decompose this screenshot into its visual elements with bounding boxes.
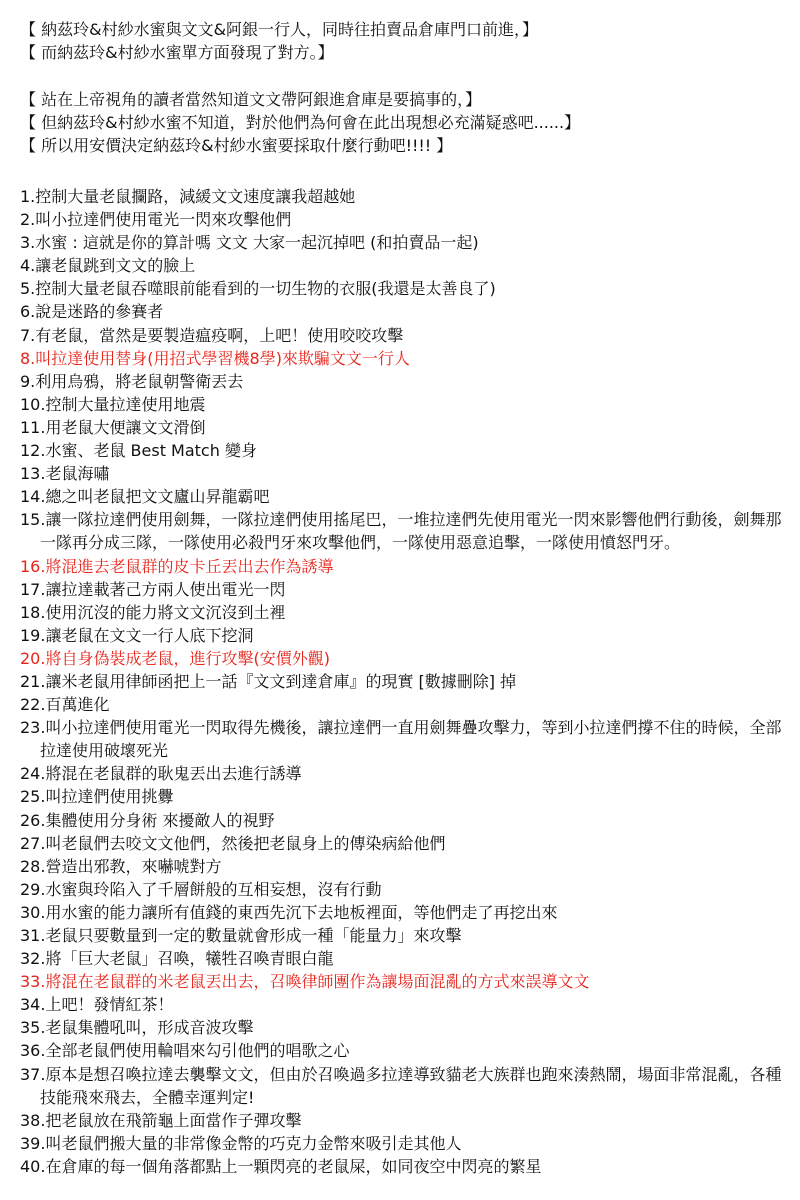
option-item: 11.用老鼠大便讓文文滑倒 (20, 417, 206, 437)
option-item: 36.全部老鼠們使用輪唱來勾引他們的唱歌之心 (20, 1041, 350, 1061)
option-item: 20.將自身偽裝成老鼠，進行攻擊(安價外觀) (20, 648, 330, 668)
narration-line: 【 但納茲玲&村紗水蜜不知道，對於他們為何會在此出現想必充滿疑惑吧......】 (20, 113, 581, 132)
option-item: 6.說是迷路的參賽者 (20, 302, 164, 322)
option-item: 15.讓一隊拉達們使用劍舞，一隊拉達們使用搖尾巴，一堆拉達們先使用電光一閃來影響他們行動後，劍舞那一隊再分成三隊，一隊使用必殺門牙來攻擊他們，一隊使用惡意追擊，一隊使用憤怒門牙。 (20, 510, 782, 553)
option-item: 13.老鼠海嘯 (20, 464, 110, 484)
option-item: 17.讓拉達載著己方兩人使出電光一閃 (20, 579, 286, 599)
option-item: 3.水蜜 : 這就是你的算計嗎 文文 大家一起沉掉吧 (和拍賣品一起) (20, 233, 479, 253)
narration-block (20, 18, 786, 157)
option-item: 18.使用沉沒的能力將文文沉沒到土裡 (20, 602, 286, 622)
option-item: 32.將「巨大老鼠」召喚，犧牲召喚青眼白龍 (20, 949, 334, 969)
option-item: 4.讓老鼠跳到文文的臉上 (20, 256, 196, 276)
option-item: 9.利用烏鴉，將老鼠朝警衛丟去 (20, 371, 244, 391)
option-item: 33.將混在老鼠群的米老鼠丟出去，召喚律師團作為讓場面混亂的方式來誤導文文 (20, 972, 590, 992)
option-item: 35.老鼠集體吼叫，形成音波攻擊 (20, 1018, 254, 1038)
option-item: 10.控制大量拉達使用地震 (20, 394, 206, 414)
narration-line: 【 而納茲玲&村紗水蜜單方面發現了對方。】 (20, 43, 334, 62)
narration-line: 【 所以用安價決定納茲玲&村紗水蜜要採取什麼行動吧!!!! 】 (20, 136, 453, 155)
option-item: 28.營造出邪教，來嚇唬對方 (20, 856, 222, 876)
option-item: 29.水蜜與玲陷入了千層餅般的互相妄想，沒有行動 (20, 879, 382, 899)
option-item: 26.集體使用分身術 來擾敵人的視野 (20, 810, 275, 830)
option-item: 21.讓米老鼠用律師函把上一話『文文到達倉庫』的現實 [數據刪除] 掉 (20, 671, 517, 691)
option-item: 5.控制大量老鼠吞噬眼前能看到的一切生物的衣服(我還是太善良了) (20, 279, 496, 299)
option-item: 19.讓老鼠在文文一行人底下挖洞 (20, 625, 254, 645)
option-item: 8.叫拉達使用替身(用招式學習機8學)來欺騙文文一行人 (20, 348, 410, 368)
narration-line: 【 納茲玲&村紗水蜜與文文&阿銀一行人，同時往拍賣品倉庫門口前進，】 (20, 20, 539, 39)
option-item: 22.百萬進化 (20, 695, 110, 715)
option-item: 14.總之叫老鼠把文文廬山昇龍霸吧 (20, 487, 270, 507)
option-item: 34.上吧！發情紅茶！ (20, 995, 174, 1015)
option-item: 16.將混進去老鼠群的皮卡丘丟出去作為誘導 (20, 556, 334, 576)
option-item: 24.將混在老鼠群的耿鬼丟出去進行誘導 (20, 764, 302, 784)
option-item: 2.叫小拉達們使用電光一閃來攻擊他們 (20, 210, 292, 230)
option-item: 25.叫拉達們使用挑釁 (20, 787, 174, 807)
options-list (20, 185, 786, 1178)
option-item: 37.原本是想召喚拉達去襲擊文文，但由於召喚過多拉達導致貓老大族群也跑來湊熱鬧，場面非常混亂，各種技能飛來飛去，全體幸運判定! (20, 1064, 782, 1107)
option-item: 31.老鼠只要數量到一定的數量就會形成一種「能量力」來攻擊 (20, 926, 462, 945)
option-item: 40.在倉庫的每一個角落都點上一顆閃亮的老鼠屎，如同夜空中閃亮的繁星 (20, 1156, 542, 1176)
narration-line: 【 站在上帝視角的讀者當然知道文文帶阿銀進倉庫是要搞事的，】 (20, 90, 482, 109)
option-item: 39.叫老鼠們搬大量的非常像金幣的巧克力金幣來吸引走其他人 (20, 1133, 462, 1153)
option-item: 38.把老鼠放在飛箭龜上面當作子彈攻擊 (20, 1110, 302, 1130)
option-item: 7.有老鼠，當然是要製造瘟疫啊，上吧！使用咬咬攻擊 (20, 325, 404, 345)
option-item: 27.叫老鼠們去咬文文他們，然後把老鼠身上的傳染病給他們 (20, 833, 446, 853)
option-item: 12.水蜜、老鼠 Best Match 變身 (20, 441, 257, 461)
option-item: 23.叫小拉達們使用電光一閃取得先機後，讓拉達們一直用劍舞疊攻擊力，等到小拉達們撐不住的時候，全部拉達使用破壞死光 (20, 718, 782, 761)
option-item: 1.控制大量老鼠攔路，減緩文文速度讓我超越她 (20, 187, 356, 206)
option-item: 30.用水蜜的能力讓所有值錢的東西先沉下去地板裡面，等他們走了再挖出來 (20, 902, 558, 922)
